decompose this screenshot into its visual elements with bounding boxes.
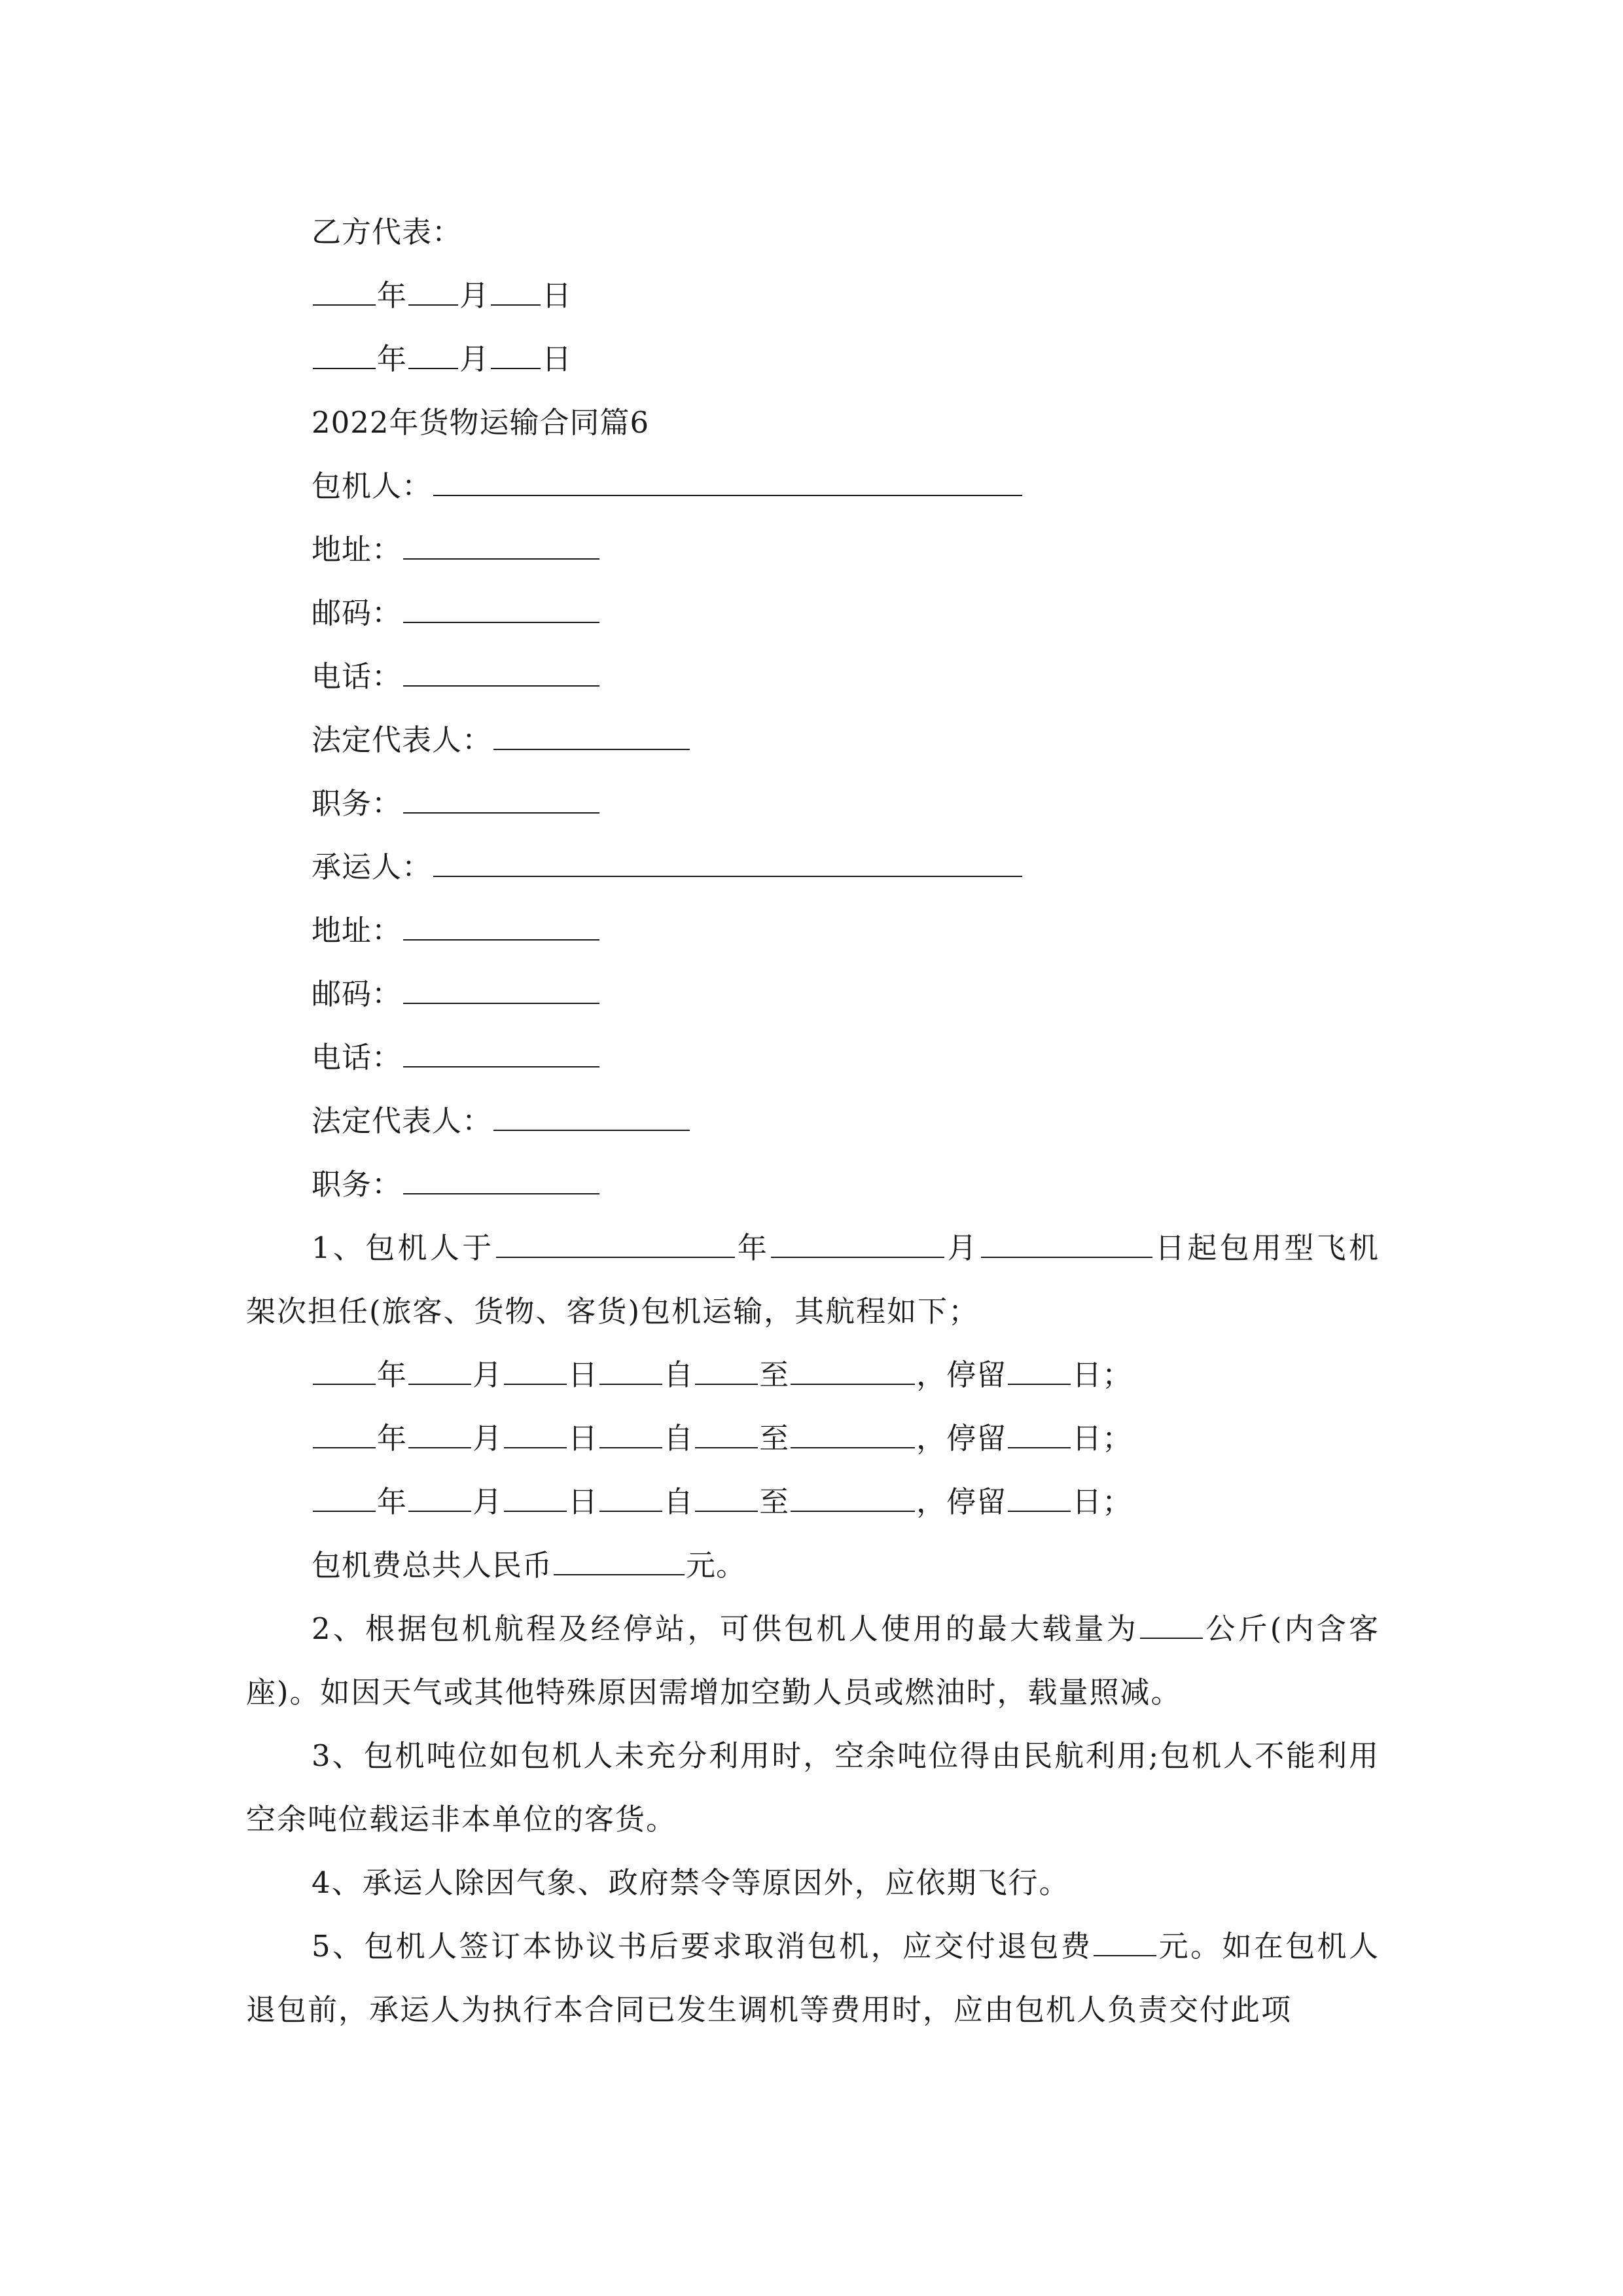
carrier-phone-line bbox=[246, 1026, 1380, 1089]
charterer-address-line bbox=[246, 518, 1380, 581]
address-blank bbox=[403, 528, 599, 560]
carrier-name-line bbox=[246, 835, 1380, 899]
year-label: 年 bbox=[377, 278, 408, 313]
carrier-name-label: 承运人： bbox=[312, 850, 433, 884]
carrier-position-line bbox=[246, 1153, 1380, 1216]
year-label: 年 bbox=[377, 342, 408, 376]
day-blank bbox=[981, 1227, 1152, 1258]
itinerary-row: 年 月 日 自 至 ，停留 日； bbox=[246, 1343, 1380, 1407]
carrier-name-blank bbox=[433, 846, 1022, 877]
day-blank bbox=[491, 338, 541, 369]
party-b-representative-line bbox=[246, 200, 1380, 264]
charterer-legal-rep-line bbox=[246, 708, 1380, 772]
cancel-fee-blank bbox=[1094, 1925, 1156, 1956]
phone-label: 电话： bbox=[312, 659, 402, 694]
party-b-representative-label: 乙方代表： bbox=[312, 215, 463, 249]
day-blank bbox=[491, 274, 541, 306]
clause-2: 2、根据包机航程及经停站，可供包机人使用的最大载量为 公斤(内含客座)。如因天气或其他特殊原因需增加空勤人员或燃油时，载量照减。 bbox=[246, 1597, 1380, 1724]
carrier-postcode-line bbox=[246, 962, 1380, 1026]
itinerary-row: 年 月 日 自 至 ，停留 日； bbox=[246, 1470, 1380, 1534]
charterer-name-label: 包机人： bbox=[312, 469, 433, 503]
phone-label: 电话： bbox=[312, 1040, 402, 1075]
month-blank bbox=[408, 338, 458, 369]
contract-heading bbox=[246, 391, 1380, 454]
address-label: 地址： bbox=[312, 532, 402, 567]
address-blank bbox=[403, 909, 599, 941]
signature-date-line bbox=[246, 327, 1380, 391]
charter-fee-line: 包机费总共人民币 元。 bbox=[246, 1534, 1380, 1597]
month-label: 月 bbox=[459, 342, 490, 376]
year-blank bbox=[313, 274, 376, 306]
year-blank bbox=[313, 338, 376, 369]
itinerary-row: 年 月 日 自 至 ，停留 日； bbox=[246, 1407, 1380, 1470]
position-label: 职务： bbox=[312, 786, 402, 821]
month-label: 月 bbox=[459, 278, 490, 313]
clause-3: 3、包机吨位如包机人未充分利用时，空余吨位得由民航利用;包机人不能利用空余吨位载运非本单位的客货。 bbox=[246, 1738, 1380, 1837]
address-label: 地址： bbox=[312, 913, 402, 948]
legal-rep-label: 法定代表人： bbox=[312, 723, 493, 757]
phone-blank bbox=[403, 1036, 599, 1067]
postcode-blank bbox=[403, 973, 599, 1004]
position-blank bbox=[403, 1163, 599, 1194]
clause-4: 4、承运人除因气象、政府禁令等原因外，应依期飞行。 bbox=[312, 1865, 1070, 1900]
charterer-name-line bbox=[246, 454, 1380, 518]
fee-blank bbox=[554, 1544, 685, 1575]
charterer-phone-line bbox=[246, 645, 1380, 708]
day-label: 日 bbox=[542, 342, 573, 376]
position-blank bbox=[403, 782, 599, 814]
year-blank bbox=[496, 1227, 735, 1258]
signature-date-line bbox=[246, 264, 1380, 327]
contract-heading-text: 2022年货物运输合同篇6 bbox=[312, 405, 650, 440]
document-body bbox=[246, 200, 1380, 2041]
carrier-legal-rep-line bbox=[246, 1089, 1380, 1153]
month-blank bbox=[408, 274, 458, 306]
legal-rep-blank bbox=[493, 719, 690, 750]
clause-1: 1、包机人于 年 月 日起包用型飞机架次担任(旅客、货物、客货)包机运输，其航程如下； bbox=[246, 1216, 1380, 1343]
carrier-address-line bbox=[246, 899, 1380, 962]
postcode-blank bbox=[403, 592, 599, 623]
postcode-label: 邮码： bbox=[312, 977, 402, 1011]
charterer-postcode-line bbox=[246, 581, 1380, 645]
load-blank bbox=[1140, 1607, 1203, 1639]
legal-rep-label: 法定代表人： bbox=[312, 1103, 493, 1138]
month-blank bbox=[771, 1227, 944, 1258]
phone-blank bbox=[403, 655, 599, 687]
day-label: 日 bbox=[542, 278, 573, 313]
postcode-label: 邮码： bbox=[312, 596, 402, 630]
clause-5: 5、包机人签订本协议书后要求取消包机，应交付退包费 元。如在包机人退包前，承运人为执行本合同已发生调机等费用时，应由包机人负责交付此项 bbox=[246, 1914, 1380, 2041]
charterer-name-blank bbox=[433, 465, 1022, 496]
legal-rep-blank bbox=[493, 1100, 690, 1131]
charterer-position-line bbox=[246, 772, 1380, 835]
position-label: 职务： bbox=[312, 1167, 402, 1202]
